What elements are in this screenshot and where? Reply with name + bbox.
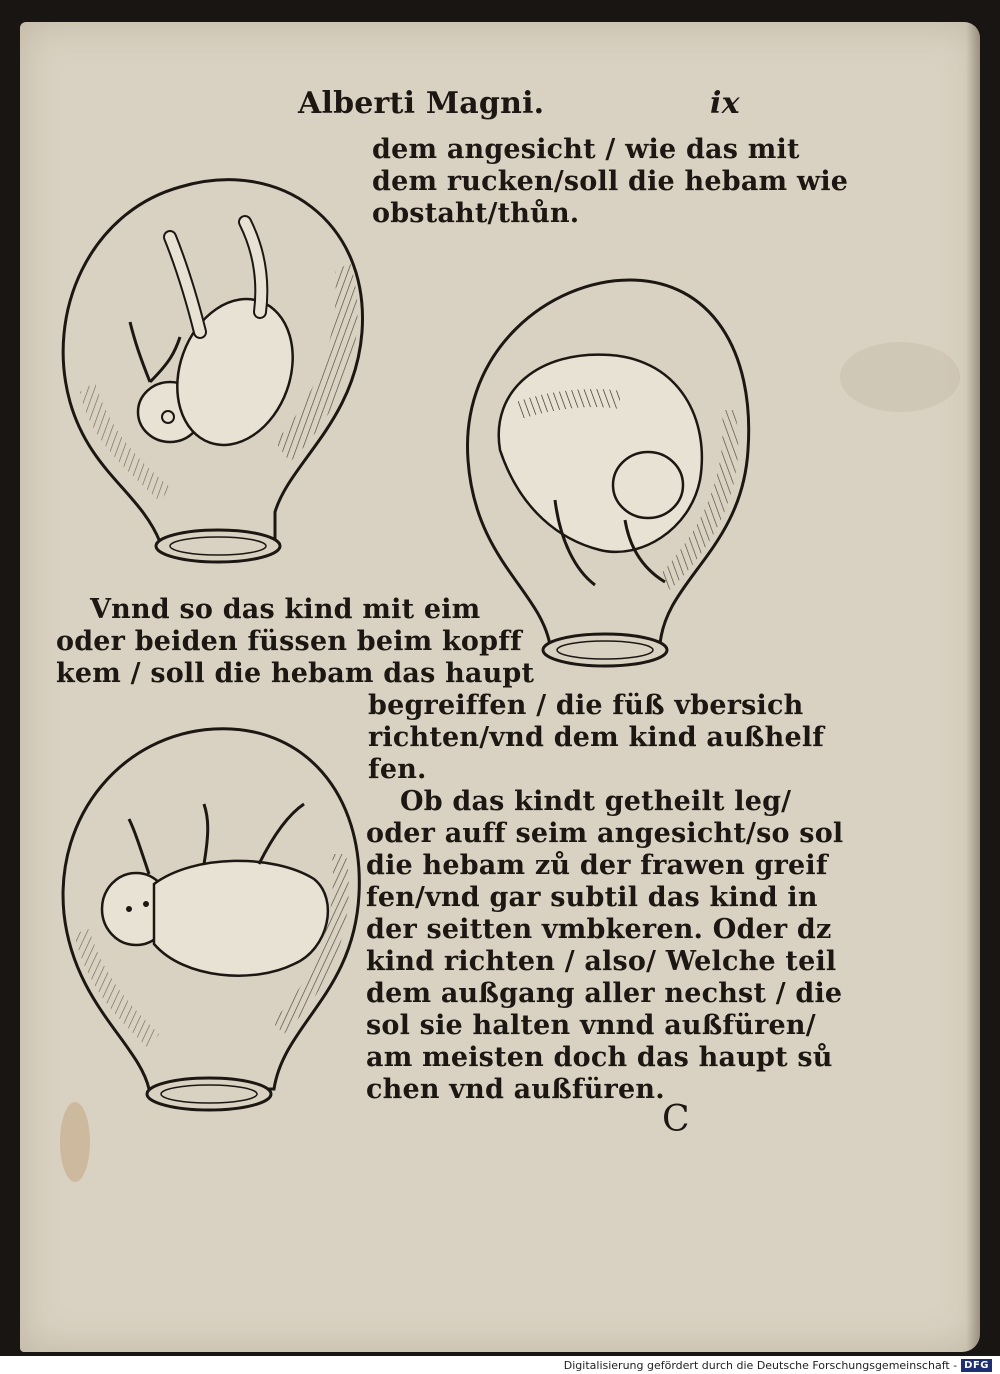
- text-line: obstaht/thůn.: [372, 198, 580, 229]
- text-line: der seitten vmbkeren. Oder dz: [366, 914, 832, 945]
- book-page: [20, 22, 980, 1352]
- text-line: dem rucken/soll die hebam wie: [372, 166, 849, 197]
- text-line: kind richten / also/ Welche teil: [366, 946, 837, 977]
- text-line: chen vnd außfüren.: [366, 1074, 665, 1105]
- text-line: kem / soll die hebam das haupt: [56, 658, 535, 689]
- paper-stain: [840, 342, 960, 412]
- digitization-footer: [0, 1356, 1000, 1374]
- text-line: begreiffen / die füß vbersich: [368, 690, 804, 721]
- folio-number: ix: [710, 86, 740, 121]
- text-line: oder auff seim angesicht/so sol: [366, 818, 844, 849]
- text-line: fen/vnd gar subtil das kind in: [366, 882, 818, 913]
- text-line: am meisten doch das haupt sů: [366, 1042, 833, 1073]
- footer-text: Digitalisierung gefördert durch die Deutsche Forschungsgemeinschaft -: [563, 1358, 958, 1372]
- text-line: Ob das kindt getheilt leg/: [400, 786, 792, 817]
- catchword: C: [662, 1099, 690, 1140]
- woodcut-figure-3: [54, 704, 374, 1114]
- text-line: oder beiden füssen beim kopff: [56, 626, 522, 657]
- woodcut-figure-2: [460, 260, 760, 675]
- text-line: dem angesicht / wie das mit: [372, 134, 800, 165]
- text-line: fen.: [368, 754, 427, 785]
- text-line: dem außgang aller nechst / die: [366, 978, 843, 1009]
- text-line: Vnnd so das kind mit eim: [90, 594, 481, 625]
- text-line: sol sie halten vnnd außfüren/: [366, 1010, 816, 1041]
- running-head: Alberti Magni.: [298, 86, 545, 121]
- dfg-logo: DFG: [961, 1359, 992, 1372]
- text-line: die hebam zů der frawen greif: [366, 850, 828, 881]
- text-line: richten/vnd dem kind außhelf: [368, 722, 825, 753]
- woodcut-figure-1: [50, 142, 380, 567]
- paper-stain: [60, 1102, 90, 1182]
